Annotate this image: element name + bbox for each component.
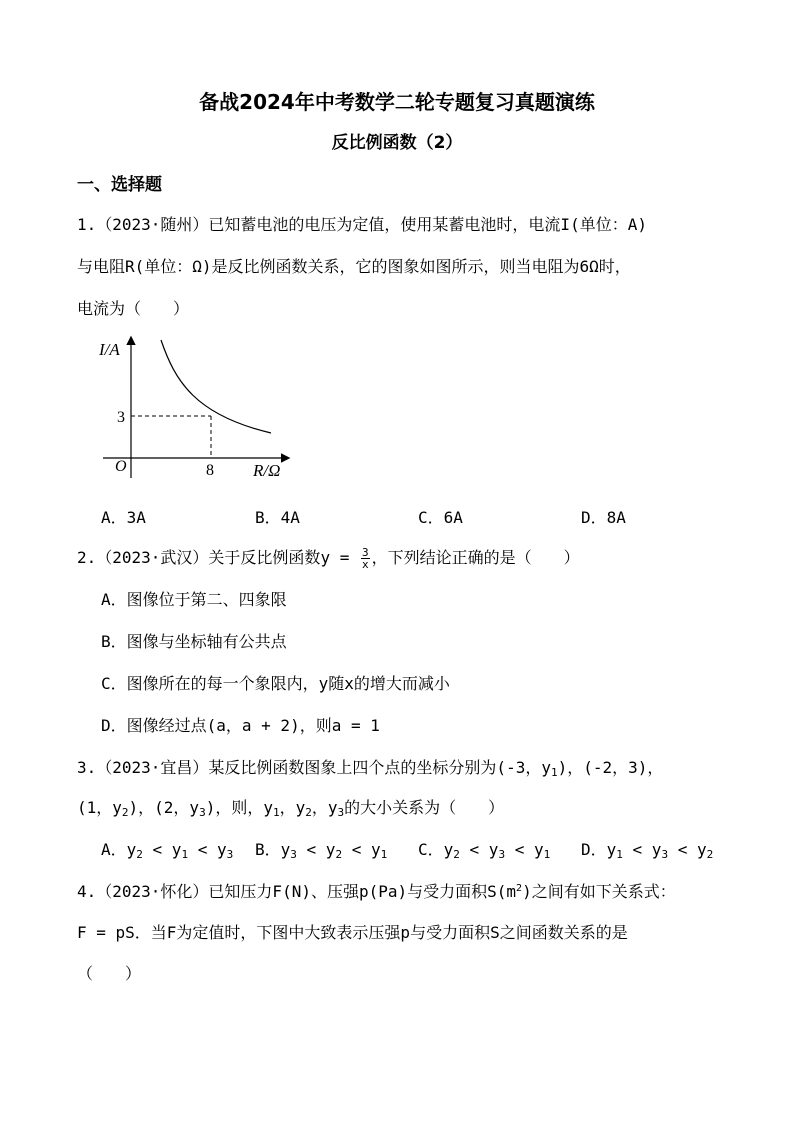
q3-od-3: 3 [661, 848, 669, 861]
y-axis-label: I/A [99, 340, 120, 359]
q3-l2-sub-a: 2 [121, 806, 129, 819]
q1-stem-line-1: 1.（2023·随州）已知蓄电池的电压为定值，使用某蓄电池时，电流I(单位：A) [77, 215, 647, 234]
q3-ob-4: < y [342, 840, 381, 859]
q3-oa-2: < y [142, 840, 182, 859]
q4-l1-b: )之间有如下关系式： [522, 882, 676, 901]
q3-l1-b: )，(-2，3)， [557, 758, 664, 777]
q2-formula-lhs: y = [320, 548, 359, 567]
q3-l2-a: (1，y [77, 798, 122, 817]
q3-stem-line-2 [77, 795, 504, 819]
q4-stem-line-3: （ ） [77, 964, 142, 983]
q3-l2-sub-b: 3 [199, 806, 206, 819]
q2-option-b[interactable]: B．图像与坐标轴有公共点 [101, 632, 287, 651]
q2-stem [77, 545, 580, 570]
q3-ob-1: 3 [290, 848, 297, 861]
x-tick-label: 8 [206, 462, 214, 479]
page-subtitle: 反比例函数（2） [331, 133, 463, 153]
x-axis-label: R/Ω [253, 461, 281, 480]
q3-oc-4: < y [505, 840, 544, 859]
y-tick-label: 3 [117, 409, 125, 426]
q3-od-5: 2 [706, 848, 714, 861]
q3-oa-0: A．y [101, 840, 137, 859]
q3-od-4: < y [668, 840, 707, 859]
q1-graph [95, 333, 295, 483]
q3-l2-sub-c: 1 [272, 806, 280, 819]
q3-oc-2: < y [459, 840, 499, 859]
q1-stem-line-3: 电流为（ ） [77, 299, 190, 318]
q3-l2-e: ，y [311, 798, 338, 817]
q4-stem-line-2: F = pS．当F为定值时，下图中大致表示压强p与受力面积S之间函数关系的是 [77, 923, 628, 942]
q3-od-1: 1 [616, 848, 623, 861]
q3-od-2: < y [622, 840, 662, 859]
q3-oa-3: 1 [181, 848, 189, 861]
q2-option-c[interactable]: C．图像所在的每一个象限内，y随x的增大而减小 [101, 674, 450, 693]
page-title: 备战2024年中考数学二轮专题复习真题演练 [199, 90, 595, 114]
q1-stem-line-2: 与电阻R(单位：Ω)是反比例函数关系，它的图象如图所示，则当电阻为6Ω时， [77, 257, 631, 276]
q2-stem-after: ，下列结论正确的是（ ） [371, 548, 580, 567]
q3-oa-4: < y [188, 840, 227, 859]
q3-l2-d: ，y [279, 798, 306, 817]
q3-l2-sub-e: 3 [337, 806, 345, 819]
q3-oc-0: C．y [418, 840, 454, 859]
q2-option-a[interactable]: A．图像位于第二、四象限 [101, 590, 287, 609]
q3-option-d[interactable] [581, 837, 713, 861]
q3-option-a[interactable] [101, 837, 233, 861]
q4-l1-a: 4.（2023·怀化）已知压力F(N)、压强p(Pa)与受力面积S(m [77, 882, 517, 901]
section-heading: 一、选择题 [77, 175, 162, 195]
q2-stem-before: 2.（2023·武汉）关于反比例函数 [77, 548, 321, 567]
q4-stem-line-1 [77, 879, 676, 902]
q3-stem-line-1 [77, 755, 663, 779]
q3-option-b[interactable] [255, 837, 387, 861]
q3-l2-sub-d: 2 [305, 806, 312, 819]
q3-ob-5: 1 [380, 848, 388, 861]
q3-option-c[interactable] [418, 837, 550, 861]
q2-fraction [361, 547, 370, 570]
q3-l1-sub: 1 [550, 766, 558, 779]
q1-option-d[interactable]: D．8A [581, 508, 626, 527]
q3-ob-2: < y [296, 840, 336, 859]
q3-oa-5: 3 [226, 848, 234, 861]
q3-ob-3: 2 [335, 848, 343, 861]
q3-l2-f: 的大小关系为（ ） [344, 798, 505, 817]
q3-l2-c: )，则，y [205, 798, 273, 817]
q3-l1-a: 3.（2023·宜昌）某反比例函数图象上四个点的坐标分别为(-3，y [77, 758, 551, 777]
origin-label: O [115, 458, 127, 475]
inverse-curve [161, 340, 271, 433]
q4-l1-sup: 2 [516, 883, 523, 894]
q3-ob-0: B．y [255, 840, 291, 859]
q2-fraction-numerator: 3 [361, 546, 369, 559]
q2-option-d[interactable]: D．图像经过点(a，a + 2)，则a = 1 [101, 716, 380, 735]
q3-oc-3: 3 [498, 848, 506, 861]
q3-l2-b: )，(2，y [128, 798, 200, 817]
q1-option-a[interactable]: A．3A [101, 508, 146, 527]
q3-oa-1: 2 [136, 848, 143, 861]
q1-option-c[interactable]: C．6A [418, 508, 463, 527]
q3-od-0: D．y [581, 840, 617, 859]
q1-option-b[interactable]: B．4A [255, 508, 300, 527]
q3-oc-1: 2 [453, 848, 460, 861]
q3-oc-5: 1 [543, 848, 551, 861]
q2-fraction-denominator: x [361, 558, 369, 571]
